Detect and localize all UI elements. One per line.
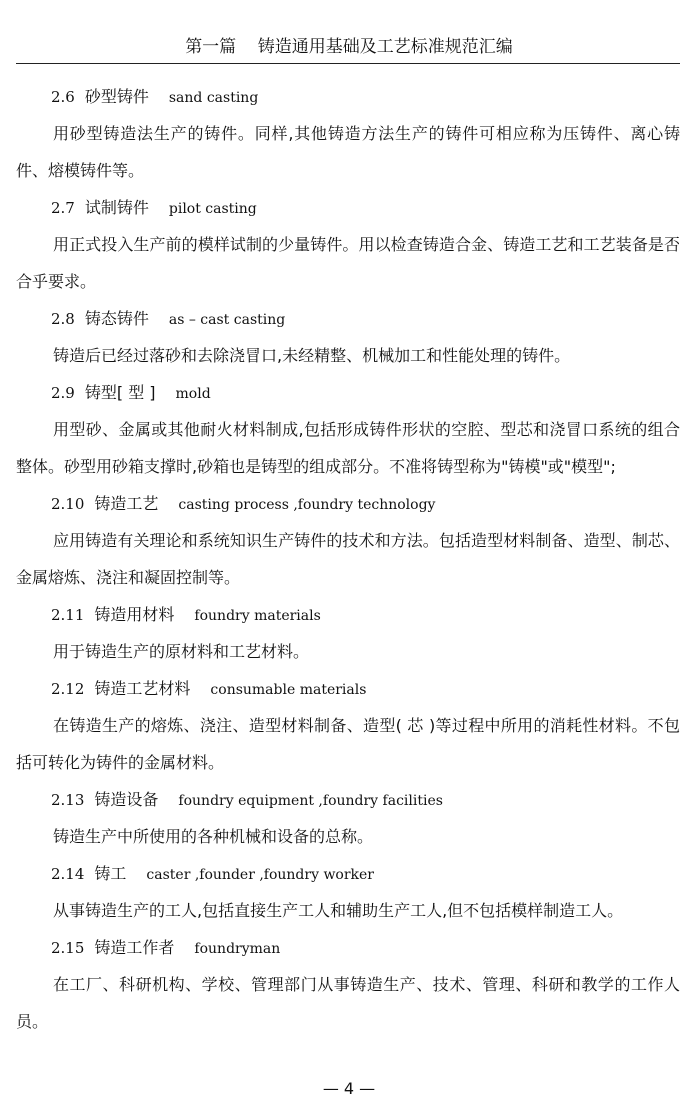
- term-chinese: 铸型[ 型 ]: [84, 383, 156, 402]
- term-number: 2.7: [51, 199, 75, 217]
- term-english: as – cast casting: [168, 312, 286, 328]
- term-chinese: 铸造设备: [94, 790, 159, 809]
- term-entry-2-13: [16, 781, 680, 855]
- term-chinese: 铸工: [94, 864, 127, 883]
- header-rule: [16, 63, 680, 64]
- term-english: caster ,founder ,foundry worker: [146, 867, 375, 883]
- term-number: 2.8: [51, 310, 75, 328]
- term-entry-2-12: [16, 670, 680, 781]
- term-english: casting process ,foundry technology: [178, 497, 436, 513]
- term-definition: 用型砂、金属或其他耐火材料制成,包括形成铸件形状的空腔、型芯和浇冒口系统的组合整体。砂型用砂箱支撑时,砂箱也是铸型的组成部分。不准将铸型称为"铸模"或"模型";: [16, 420, 680, 476]
- term-number: 2.14: [51, 865, 85, 883]
- term-chinese: 砂型铸件: [84, 87, 149, 106]
- term-heading: [16, 300, 680, 337]
- term-definition: 应用铸造有关理论和系统知识生产铸件的技术和方法。包括造型材料制备、造型、制芯、金属熔炼、浇注和凝固控制等。: [16, 531, 680, 587]
- term-chinese: 铸造工艺材料: [94, 679, 191, 698]
- term-entry-2-9: [16, 374, 680, 485]
- term-heading: [16, 78, 680, 115]
- term-entry-2-6: [16, 78, 680, 189]
- term-chinese: 试制铸件: [84, 198, 149, 217]
- term-heading: [16, 596, 680, 633]
- term-entry-2-10: [16, 485, 680, 596]
- term-entry-2-15: [16, 929, 680, 1040]
- term-english: consumable materials: [210, 682, 367, 698]
- term-heading: [16, 929, 680, 966]
- term-english: mold: [175, 386, 211, 402]
- term-number: 2.13: [51, 791, 85, 809]
- term-definition: 用正式投入生产前的模样试制的少量铸件。用以检查铸造合金、铸造工艺和工艺装备是否合乎要求。: [16, 235, 680, 291]
- term-chinese: 铸态铸件: [84, 309, 149, 328]
- running-header: 第一篇 铸造通用基础及工艺标准规范汇编: [185, 37, 513, 57]
- term-english: foundryman: [194, 941, 281, 957]
- term-chinese: 铸造工艺: [94, 494, 159, 513]
- term-entry-2-8: [16, 300, 680, 374]
- term-number: 2.15: [51, 939, 85, 957]
- term-definition: 在工厂、科研机构、学校、管理部门从事铸造生产、技术、管理、科研和教学的工作人员。: [16, 975, 680, 1031]
- term-english: foundry materials: [194, 608, 321, 624]
- term-entry-2-14: [16, 855, 680, 929]
- term-definition: 在铸造生产的熔炼、浇注、造型材料制备、造型( 芯 )等过程中所用的消耗性材料。不包括可转化为铸件的金属材料。: [16, 716, 680, 772]
- term-number: 2.9: [51, 384, 75, 402]
- term-number: 2.12: [51, 680, 85, 698]
- term-definition: 铸造生产中所使用的各种机械和设备的总称。: [53, 827, 374, 846]
- term-heading: [16, 485, 680, 522]
- term-heading: [16, 670, 680, 707]
- term-entry-2-7: [16, 189, 680, 300]
- term-number: 2.6: [51, 88, 75, 106]
- document-body: [16, 78, 680, 1040]
- term-definition: 铸造后已经过落砂和去除浇冒口,未经精整、机械加工和性能处理的铸件。: [53, 346, 571, 365]
- page-number: — 4 —: [322, 1079, 376, 1098]
- term-definition: 用砂型铸造法生产的铸件。同样,其他铸造方法生产的铸件可相应称为压铸件、离心铸件、熔模铸件等。: [16, 124, 680, 180]
- term-definition: 从事铸造生产的工人,包括直接生产工人和辅助生产工人,但不包括模样制造工人。: [53, 901, 624, 920]
- term-number: 2.10: [51, 495, 85, 513]
- term-chinese: 铸造用材料: [94, 605, 175, 624]
- term-number: 2.11: [51, 606, 85, 624]
- term-heading: [16, 374, 680, 411]
- term-chinese: 铸造工作者: [94, 938, 175, 957]
- term-definition: 用于铸造生产的原材料和工艺材料。: [53, 642, 310, 661]
- term-english: sand casting: [168, 90, 259, 106]
- term-entry-2-11: [16, 596, 680, 670]
- term-english: foundry equipment ,foundry facilities: [178, 793, 443, 809]
- term-english: pilot casting: [168, 201, 257, 217]
- term-heading: [16, 855, 680, 892]
- term-heading: [16, 189, 680, 226]
- term-heading: [16, 781, 680, 818]
